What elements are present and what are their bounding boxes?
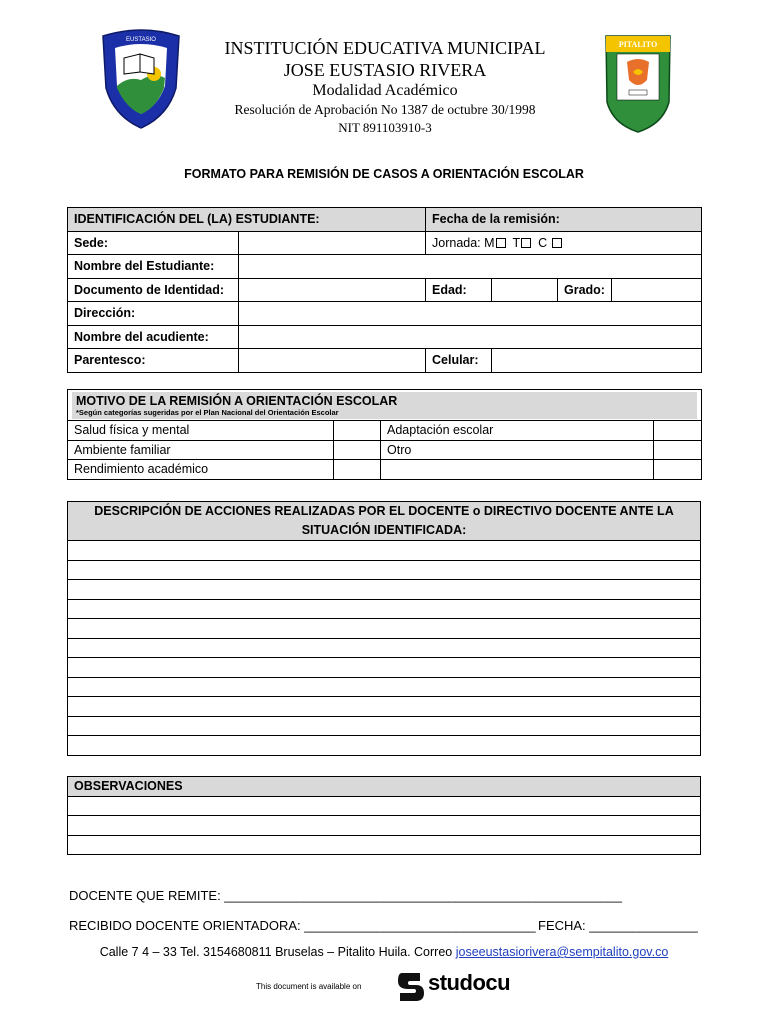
actions-line[interactable] [68, 580, 701, 600]
actions-line[interactable] [68, 560, 701, 580]
reason-item: Otro [381, 440, 654, 460]
student-name-label: Nombre del Estudiante: [68, 255, 239, 279]
actions-line[interactable] [68, 599, 701, 619]
modality: Modalidad Académico [312, 82, 458, 99]
counselor-signature[interactable]: RECIBIDO DOCENTE ORIENTADORA: ________________________________ [69, 918, 536, 933]
reason-subtitle: *Según categorías sugeridas por el Plan Nacional del Orientación Escolar [76, 408, 339, 417]
phone-field[interactable] [492, 349, 702, 373]
right-logo-text: PITALITO [618, 40, 658, 49]
sede-field[interactable] [239, 231, 426, 255]
student-name-field[interactable] [239, 255, 702, 279]
referral-reason-table [67, 389, 702, 480]
reason-checkbox[interactable] [654, 460, 702, 480]
sender-teacher-signature[interactable]: DOCENTE QUE REMITE: _______________________________________________________ [69, 888, 622, 903]
jornada-t-checkbox[interactable] [521, 238, 531, 248]
footer [0, 945, 768, 959]
actions-line[interactable] [68, 677, 701, 697]
jornada-t-label: T [512, 235, 521, 250]
reason-checkbox[interactable] [654, 421, 702, 441]
reason-checkbox[interactable] [654, 440, 702, 460]
actions-line[interactable] [68, 619, 701, 639]
reason-header-cell [68, 390, 702, 421]
jornada-label: Jornada: M [432, 235, 495, 250]
reason-item: Ambiente familiar [68, 440, 334, 460]
grade-field[interactable] [612, 278, 702, 302]
form-title: FORMATO PARA REMISIÓN DE CASOS A ORIENTACIÓN ESCOLAR [184, 167, 584, 181]
age-label: Edad: [426, 278, 492, 302]
jornada-c-checkbox[interactable] [552, 238, 562, 248]
reason-checkbox[interactable] [334, 421, 381, 441]
resolution: Resolución de Aprobación No 1387 de octubre 30/1998 [234, 102, 536, 117]
institution-name: INSTITUCIÓN EDUCATIVA MUNICIPAL [224, 38, 546, 58]
document-label: Documento de Identidad: [68, 278, 239, 302]
grade-label: Grado: [558, 278, 612, 302]
actions-title: DESCRIPCIÓN DE ACCIONES REALIZADAS POR EL DOCENTE o DIRECTIVO DOCENTE ANTE LA SITUACIÓN IDENTIFICADA: [68, 502, 701, 541]
actions-line[interactable] [68, 697, 701, 717]
phone-label: Celular: [426, 349, 492, 373]
nit: NIT 891103910-3 [338, 120, 432, 135]
pitalito-shield-logo [603, 32, 673, 136]
relation-label: Parentesco: [68, 349, 239, 373]
studocu-note: This document is available on [256, 982, 362, 991]
observations-line[interactable] [68, 835, 701, 855]
guardian-field[interactable] [239, 325, 702, 349]
actions-line[interactable] [68, 716, 701, 736]
actions-line[interactable] [68, 658, 701, 678]
jornada-cell [426, 231, 702, 255]
reason-title: MOTIVO DE LA REMISIÓN A ORIENTACIÓN ESCOLAR [76, 394, 398, 408]
observations-line[interactable] [68, 796, 701, 816]
address-label: Dirección: [68, 302, 239, 326]
studocu-brand: studocu [428, 970, 511, 995]
actions-line[interactable] [68, 736, 701, 756]
observations-table [67, 776, 701, 855]
reason-item: Rendimiento académico [68, 460, 334, 480]
actions-line[interactable] [68, 638, 701, 658]
sede-label: Sede: [68, 231, 239, 255]
footer-address: Calle 7 4 – 33 Tel. 3154680811 Bruselas – Pitalito Huila. Correo [99, 945, 456, 959]
relation-field[interactable] [239, 349, 426, 373]
left-logo-text: EUSTASIO [126, 37, 156, 43]
reason-checkbox[interactable] [334, 460, 381, 480]
jornada-c-label: C [538, 235, 548, 250]
guardian-label: Nombre del acudiente: [68, 325, 239, 349]
age-field[interactable] [492, 278, 558, 302]
reason-item: Adaptación escolar [381, 421, 654, 441]
student-info-table [67, 207, 702, 373]
student-section-label: IDENTIFICACIÓN DEL (LA) ESTUDIANTE: [68, 208, 426, 232]
address-field[interactable] [239, 302, 702, 326]
institution-name-2: JOSE EUSTASIO RIVERA [283, 60, 487, 80]
jornada-m-checkbox[interactable] [496, 238, 506, 248]
date-signature[interactable]: FECHA: _______________ [538, 918, 698, 933]
actions-line[interactable] [68, 541, 701, 561]
actions-table [67, 501, 701, 756]
reason-item [381, 460, 654, 480]
studocu-logo-icon [394, 969, 428, 1003]
document-field[interactable] [239, 278, 426, 302]
referral-date-label: Fecha de la remisión: [426, 208, 702, 232]
footer-email-link[interactable]: joseeustasiorivera@sempitalito.gov.co [455, 945, 669, 959]
observations-line[interactable] [68, 816, 701, 836]
reason-item: Salud física y mental [68, 421, 334, 441]
reason-checkbox[interactable] [334, 440, 381, 460]
observations-title: OBSERVACIONES [68, 777, 701, 797]
